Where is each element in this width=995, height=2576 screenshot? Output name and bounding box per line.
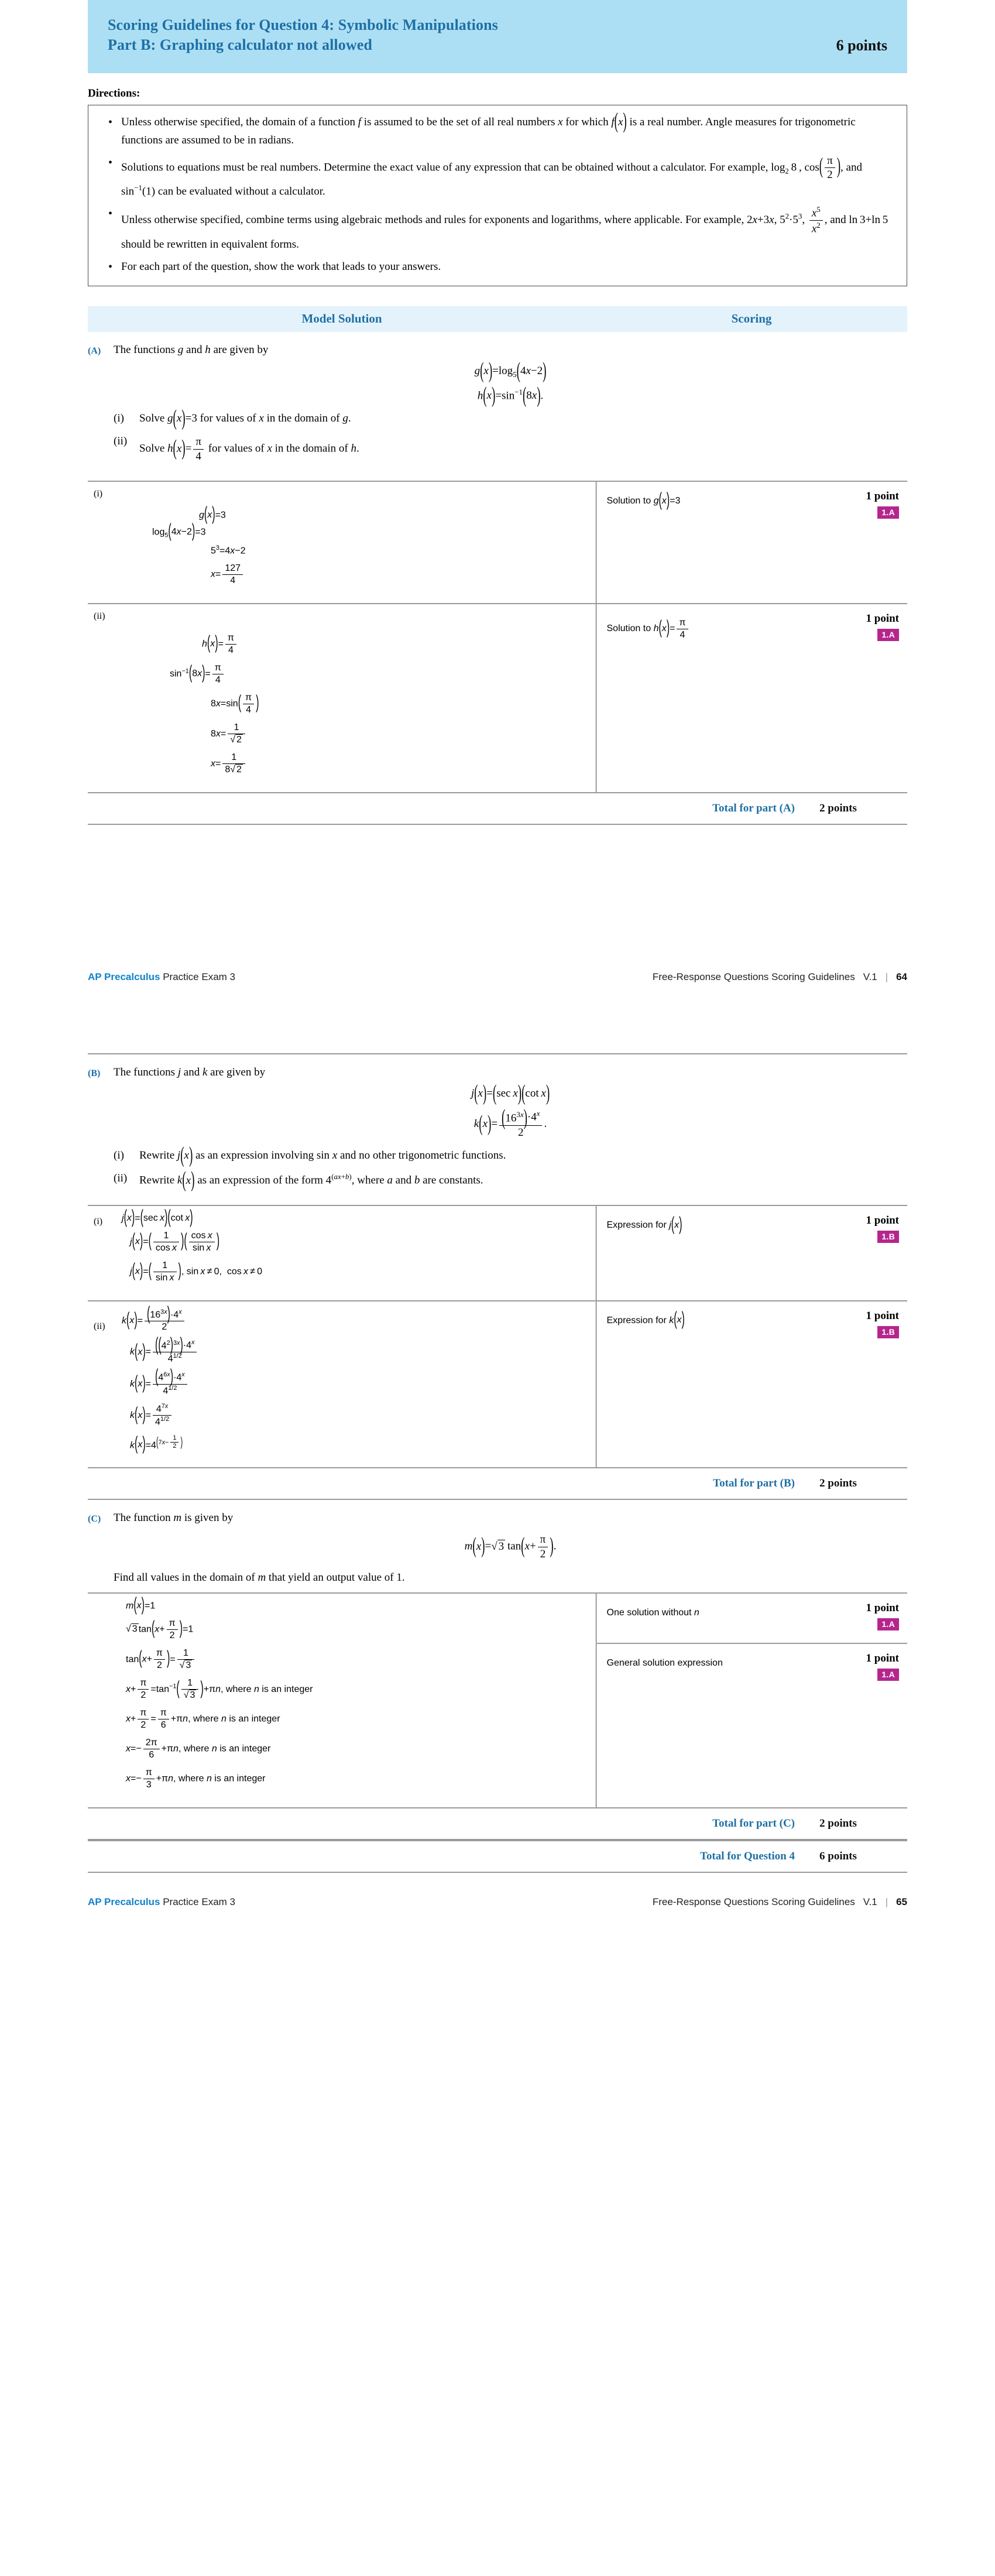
part-b-body (114, 1066, 907, 1197)
part-a-row-ii-work (88, 604, 596, 792)
part-c-intro (88, 1512, 907, 1585)
work-step: $\sin^{-1}(8x)=$ $\frac{\pi}{4}$ (129, 662, 590, 686)
work-step: g(x)=3 (199, 505, 226, 525)
page-footer-1 (88, 971, 907, 983)
rubric-badge: 1.B (877, 1231, 899, 1243)
footer-exam: Practice Exam 3 (163, 1896, 235, 1908)
banner-titles (108, 15, 498, 56)
rubric-badge: 1.A (877, 506, 899, 519)
part-b-letter: (B) (88, 1068, 101, 1079)
part-a-row-i-marker: (i) (94, 489, 103, 499)
footer-exam: Practice Exam 3 (163, 971, 235, 983)
part-c-criterion-1: One solution without n (596, 1593, 809, 1643)
part-c-intro-text: The function m is given by (114, 1511, 234, 1524)
model-solution-label: Model Solution (301, 311, 382, 326)
work-step: k(x)= $\frac{4^{7x}}{4^{1/2}}$ (122, 1403, 590, 1429)
part-a-subitem-ii (114, 435, 907, 464)
part-c-total-row (88, 1807, 907, 1840)
part-b-row-i-criterion: Expression for j(x) (596, 1205, 809, 1300)
part-c-solution-table (88, 1592, 907, 1807)
part-b-definition-1: j(x)=(sec x)(cot x) (471, 1081, 550, 1106)
part-a-intro-text: The functions g and h are given by (114, 343, 269, 356)
footer-right (653, 1896, 907, 1908)
part-a-row-ii-criterion: Solution to h(x)= $\frac{\pi}{4}$ (596, 604, 809, 792)
part-b-subitem-ii-text: Rewrite k(x) as an expression of the form $4^{(ax+b)}$, where a and b are constants. (139, 1168, 483, 1193)
page-break-spacer (88, 983, 907, 1053)
part-c-points-2 (809, 1643, 907, 1807)
part-a-subitem-ii-text: Solve h(x)= $\frac{\pi}{4}$ for values of x in the domain of h. (139, 435, 359, 463)
part-b-top-rule (88, 1053, 907, 1054)
point-label: 1 point (866, 1214, 899, 1227)
part-b-subitem-ii-tag: (ii) (114, 1172, 128, 1185)
work-step: m(x)=1 (126, 1595, 156, 1616)
banner-title-line-2: Part B: Graphing calculator not allowed (108, 36, 372, 54)
part-a-subitem-i-tag: (i) (114, 412, 124, 424)
question-total-row (88, 1840, 907, 1873)
part-b-row-i-work (88, 1205, 596, 1300)
part-a-definition-2: $h(x)=\sin^{-1}(8x)$. (477, 383, 544, 408)
footer-brand: AP Precalculus (88, 971, 160, 983)
page-banner (88, 0, 907, 73)
part-a-row-ii-points (809, 604, 907, 792)
work-step: j(x)=(sec x)(cot x) (122, 1208, 193, 1228)
part-b-subitem-ii (114, 1168, 907, 1193)
part-a-subitem-ii-tag: (ii) (114, 434, 128, 447)
column-header-scoring (596, 311, 907, 326)
work-step: x=− $\frac{\pi}{3}$ +πn, where n is an integer (126, 1767, 266, 1790)
part-b-row-ii-marker: (ii) (94, 1321, 105, 1331)
footer-version: V.1 (863, 971, 877, 983)
table-row (88, 1205, 907, 1300)
footer-version: V.1 (863, 1896, 877, 1908)
part-b-row-ii-work (88, 1301, 596, 1467)
work-step: x=− $\frac{2\pi}{6}$ +πn, where n is an integer (126, 1738, 271, 1760)
footer-right (653, 971, 907, 983)
work-step: 8x= $\frac{1}{√ 2}$ (129, 722, 590, 746)
part-a-row-i-criterion: Solution to g(x)=3 (596, 481, 809, 603)
part-b-total-row (88, 1467, 907, 1500)
table-row (88, 604, 907, 792)
point-label: 1 point (866, 612, 899, 625)
part-b-total-label: Total for part (B) (713, 1477, 795, 1489)
direction-item: • Unless otherwise specified, combine terms using algebraic methods and rules for exponents and logarithms, where applicable. For example, 2x+3x, $5^2\cdot 5^3$, $\frac{x^5}{x^2}$ , and ln 3+ln 5 should be rewritten in equivalent forms. (104, 205, 891, 254)
part-b-row-ii-criterion: Expression for k(x) (596, 1301, 809, 1467)
part-c-work (88, 1593, 596, 1807)
part-b-subitem-i-tag: (i) (114, 1149, 124, 1162)
footer-page-number: 65 (896, 1896, 907, 1908)
point-label: 1 point (866, 1309, 899, 1322)
part-c-criterion-2 (596, 1643, 809, 1807)
part-a-row-i-work (88, 481, 596, 603)
table-row (88, 481, 907, 603)
part-a-solution-table (88, 481, 907, 792)
footer-spacer (88, 1873, 907, 1896)
work-step: √ 3 tan(x+ $\frac{\pi}{2}$ )=1 (126, 1618, 194, 1640)
part-a-row-i-points (809, 481, 907, 603)
part-b-intro (88, 1066, 907, 1197)
work-step: $5^3=4x-2$ (211, 544, 246, 556)
part-a-total-row (88, 792, 907, 825)
work-step: x+ $\frac{\pi}{2}$ = $\frac{\pi}{6}$ +πn, where n is an integer (126, 1708, 280, 1731)
part-a-subitem-i (114, 406, 907, 431)
rubric-badge: 1.A (877, 629, 899, 641)
part-a-total-label: Total for part (A) (712, 802, 795, 815)
part-a-subitem-i-text: Solve g(x)=3 for values of x in the domain of g. (139, 406, 351, 431)
work-step: $k(x)=4^{(7x- \frac{1}{2} )}$ (130, 1434, 183, 1455)
part-c-points-1 (809, 1593, 907, 1643)
work-step: x+ $\frac{\pi}{2}$ $=\tan^{-1}$( $\frac{1}{√ 3}$ )+πn, where n is an integer (126, 1677, 313, 1701)
part-b-definition-2: k(x)= $\frac{(16^{3x})\cdot 4^x}{2}$ . (474, 1105, 547, 1139)
part-c-criterion-2-label: General solution expression (606, 1658, 723, 1669)
work-step: h(x)= $\frac{\pi}{4}$ (129, 632, 590, 656)
footer-page-number: 64 (896, 971, 907, 983)
part-a-definition-1: $g(x)=\log_5(4x-2)$ (474, 358, 547, 383)
directions-label: Directions: (88, 87, 140, 100)
part-a-intro (88, 344, 907, 473)
page-footer-2 (88, 1896, 907, 1908)
point-label: 1 point (866, 490, 899, 503)
question-total-value: 6 points (819, 1850, 857, 1863)
part-b-row-ii-points (809, 1301, 907, 1467)
work-step: $\log_5(4x-2)=3$ (152, 521, 206, 542)
part-b-subitems (114, 1143, 907, 1193)
part-b-intro-text: The functions j and k are given by (114, 1066, 266, 1079)
table-row (88, 1593, 907, 1643)
footer-separator: | (885, 971, 888, 983)
work-step: x= $\frac{1}{8√ 2}$ (129, 752, 590, 776)
part-c-prompt: Find all values in the domain of m that yield an output value of 1. (114, 1571, 405, 1584)
table-header-bar (88, 306, 907, 332)
scoring-label: Scoring (731, 311, 772, 326)
footer-doc-title: Free-Response Questions Scoring Guidelines (652, 971, 855, 983)
footer-doc-title: Free-Response Questions Scoring Guidelines (652, 1896, 855, 1908)
banner-points: 6 points (836, 36, 887, 54)
part-a-subitems (114, 406, 907, 463)
banner-title-line-1: Scoring Guidelines for Question 4: Symbolic Manipulations (108, 16, 498, 33)
work-step: k(x)= $\frac{((4^2)^{3x})\cdot 4^x}{4^{1/2}}$ (122, 1339, 590, 1365)
part-b-solution-table (88, 1205, 907, 1467)
direction-item: • For each part of the question, show the work that leads to your answers. (104, 258, 891, 276)
part-b-subitem-i (114, 1143, 907, 1169)
column-header-model-solution (88, 311, 596, 326)
part-b-total-value: 2 points (819, 1477, 857, 1489)
rubric-badge: 1.A (877, 1618, 899, 1630)
part-c-definition-1: m(x)=√ 3 tan(x+ $\frac{\pi}{2}$ ). (464, 1533, 557, 1560)
directions-box (88, 105, 907, 286)
part-a-total-value: 2 points (819, 802, 857, 815)
part-c-body (114, 1512, 907, 1585)
part-b-row-i-points (809, 1205, 907, 1300)
table-row (88, 1301, 907, 1467)
direction-item: • Unless otherwise specified, the domain of a function f is assumed to be the set of all real numbers x for which f(x) is a real number. Angle measures for trigonometric functions are assumed to be in radians. (104, 114, 891, 150)
work-step: x= $\frac{127}{4}$ (129, 563, 590, 587)
work-step: j(x)=( $\frac{1}{\text{sin x}}$ ), sin x ≠ 0, cos x ≠ 0 (130, 1260, 263, 1283)
work-step: k(x)= $\frac{(16^{3x})\cdot 4^x}{2}$ (122, 1308, 590, 1334)
part-c-total-label: Total for part (C) (712, 1817, 795, 1830)
point-label: 1 point (866, 1652, 899, 1665)
work-step: tan(x+ $\frac{\pi}{2}$ )= $\frac{1}{√ 3}$ (126, 1647, 590, 1671)
part-a-body (114, 344, 907, 473)
question-total-label: Total for Question 4 (699, 1850, 795, 1863)
page-spacer (88, 825, 907, 971)
work-step: j(x)=( $\frac{1}{\text{cos x}}$ )( $\frac{\text{cos x}}{\text{sin x}}$ ) (130, 1230, 220, 1253)
part-c-letter: (C) (88, 1513, 101, 1524)
rubric-badge: 1.B (877, 1326, 899, 1338)
footer-left (88, 971, 235, 983)
part-a-row-ii-marker: (ii) (94, 611, 105, 621)
footer-separator: | (885, 1896, 888, 1908)
part-c-total-value: 2 points (819, 1817, 857, 1830)
rubric-badge: 1.A (877, 1669, 899, 1681)
direction-item: • Solutions to equations must be real numbers. Determine the exact value of any expression that can be obtained without a calculator. For example, $\log_2 8$ , cos( $\frac{\pi}{2}$ ), and $\sin^{-1}(1)$ can be evaluated without a calculator. (104, 154, 891, 201)
footer-left (88, 1896, 235, 1908)
point-label: 1 point (866, 1602, 899, 1615)
part-b-row-i-marker: (i) (94, 1217, 103, 1227)
part-a-letter: (A) (88, 345, 101, 356)
work-step: k(x)= $\frac{(4^{6x})\cdot 4^x}{4^{1/2}}$ (122, 1371, 590, 1397)
work-step: 8x=sin( $\frac{\pi}{4}$ ) (211, 692, 259, 715)
part-b-subitem-i-text: Rewrite j(x) as an expression involving sin x and no other trigonometric functions. (139, 1143, 506, 1169)
footer-brand: AP Precalculus (88, 1896, 160, 1908)
directions-list (104, 109, 891, 276)
